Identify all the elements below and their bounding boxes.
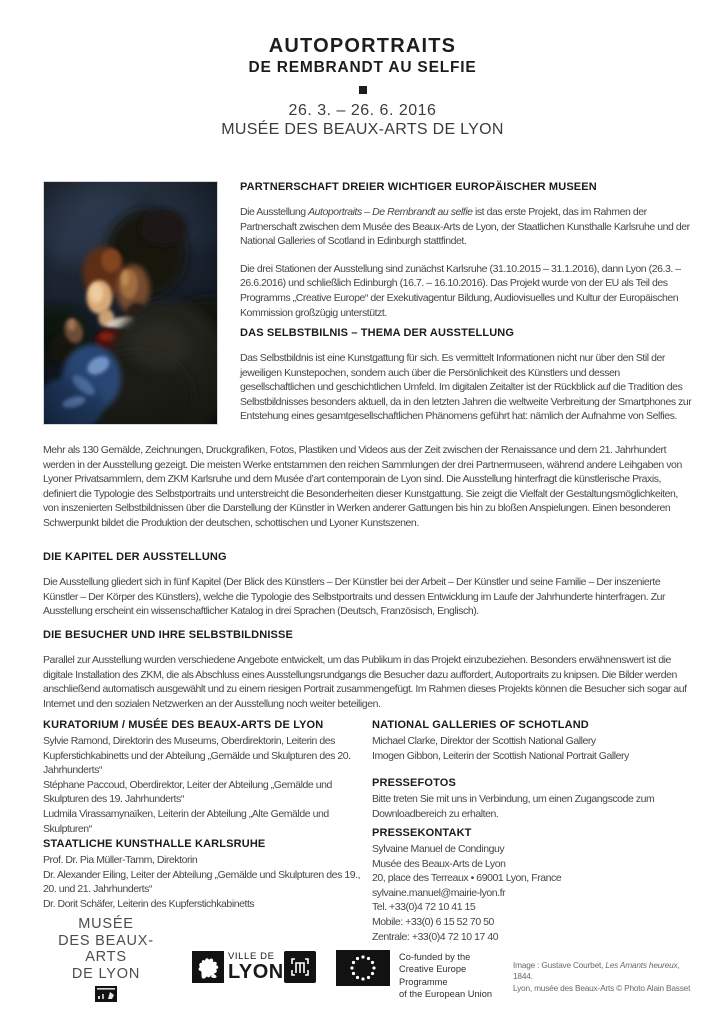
contact-institution: Musée des Beaux-Arts de Lyon: [372, 857, 506, 870]
pressefotos-heading: PRESSEFOTOS: [372, 777, 456, 789]
exhibition-title-inline: Autoportraits – De Rembrandt au selfie: [308, 206, 473, 218]
musees-m-icon: [284, 951, 316, 983]
ville-logo-line: LYON: [228, 961, 284, 983]
partnership-paragraph-1: [240, 205, 695, 249]
kuratorium-heading: KURATORIUM / MUSÉE DES BEAUX-ARTS DE LYON: [43, 719, 324, 731]
contact-address: 20, place des Terreaux • 69001 Lyon, France: [372, 872, 562, 885]
kunsthalle-heading: STAATLICHE KUNSTHALLE KARLSRUHE: [43, 838, 266, 850]
contact-email-link[interactable]: sylvaine.manuel@mairie-lyon.fr: [372, 886, 506, 899]
masthead: [0, 34, 725, 139]
section-kunsthalle: [43, 838, 365, 911]
curator-entry: Sylvie Ramond, Direktorin des Museums, Oberdirektorin, Leiterin des Kupferstichkabinetts und der Abteilung „Gemälde und Skulpturen des 20. Jahrhunderts“: [43, 735, 351, 777]
contact-switchboard: Zentrale: +33(0)4 72 10 17 40: [372, 930, 499, 943]
curator-entry: Prof. Dr. Pia Müller-Tamm, Direktorin: [43, 854, 198, 866]
eu-cofunded-text: [399, 951, 509, 1001]
caption-text: Image : Gustave Courbet,: [513, 960, 606, 970]
mba-logo-line: DES BEAUX-ARTS: [58, 932, 154, 965]
ville-de-lyon-logo: [228, 952, 284, 983]
kapitel-paragraph: Die Ausstellung gliedert sich in fünf Kapitel (Der Blick des Künstlers – Der Künstler bei der Arbeit – Der Künstler und seine Familie – Der inszenierte Künstler – Der Körper des Künstlers), welche die Typologie des Selbstportraits und dessen Entwicklung im Laufe der Jahrhunderte hinterfragen. Zur Ausstellung erscheint ein wissenschaftlicher Katalog in drei Sprachen (Deutsch, Französisch, Englisch).: [43, 576, 666, 618]
exhibition-venue: MUSÉE DES BEAUX-ARTS DE LYON: [221, 121, 504, 138]
contact-mobile: Mobile: +33(0) 6 15 52 70 50: [372, 915, 494, 928]
image-credit-caption: [513, 960, 698, 994]
selbstbildnis-heading: DAS SELBSTBILNIS – THEMA DER AUSSTELLUNG: [240, 327, 515, 339]
pressekontakt-heading: PRESSEKONTAKT: [372, 827, 472, 839]
exhibition-painting: [43, 181, 218, 425]
lion-icon: [192, 951, 224, 983]
partnership-paragraph-2: Die drei Stationen der Ausstellung sind zunächst Karlsruhe (31.10.2015 – 31.1.2016), dann Lyon (26.3. – 26.6.2016) und schließlich Edinburgh (16.7. – 16.10.2016). Das Projekt wurde von der EU als Teil des Programms „Creative Europe“ der Exekutivagentur Bildung, Audiovisuelles und Kultur der Europäischen Kommission großzügig unterstützt.: [240, 262, 681, 319]
contact-phone: Tel. +33(0)4 72 10 41 15: [372, 901, 476, 914]
section-overview: [43, 443, 695, 531]
section-kapitel: [43, 551, 695, 619]
contact-name: Sylvaine Manuel de Condinguy: [372, 843, 505, 855]
section-pressekontakt: [372, 827, 694, 944]
section-kuratorium: [43, 719, 365, 836]
section-besucher: [43, 629, 695, 711]
mba-emblem-icon: [95, 986, 117, 1002]
section-partnership: [240, 181, 695, 320]
besucher-heading: DIE BESUCHER UND IHRE SELBSTBILDNISSE: [43, 629, 294, 641]
paragraph-text: ist das erste Projekt, das im Rahmen der Partnerschaft zwischen dem Musée des Beaux-Arts de Lyon, der Staatlichen Kunsthalle Karlsruhe und der National Galleries of Scotland in Edinburgh stattfindet.: [240, 206, 690, 248]
artwork-title: Les Amants heureux: [605, 960, 678, 970]
page-title: AUTOPORTRAITS: [268, 35, 457, 57]
section-galleries: [372, 719, 694, 763]
mba-logo-line: MUSÉE: [78, 916, 134, 932]
curator-entry: Dr. Alexander Eiling, Leiter der Abteilung „Gemälde und Skulpturen des 19., 20. und 21. Jahrhunderts“: [43, 868, 361, 896]
caption-line: [513, 960, 698, 983]
selbstbildnis-paragraph: Das Selbstbildnis ist eine Kunstgattung für sich. Es vermittelt Informationen nicht nur über den Stil der jeweiligen Kunstepochen, sondern auch über die Persönlichkeit des Künstlers und dessen gesellschaftlichen und geschichtlichen Umfeld. Im digitalen Zeitalter ist der Rückblick auf die Tradition des Selbstbildnisses besonders aktuell, da in den letzten Jahren die weltweite Verbreitung der Smartphones zur Entstehung eines gesamtgesellschaftlichen Phänomens geführt hat: nämlich der Aufnahme von Selfies.: [240, 352, 692, 423]
partnership-heading: PARTNERSCHAFT DREIER WICHTIGER EUROPÄISCHER MUSEEN: [240, 181, 597, 193]
eu-text-line: Co-funded by the: [399, 952, 471, 962]
curator-entry: Imogen Gibbon, Leiterin der Scottish National Portrait Gallery: [372, 749, 629, 762]
section-selbstbildnis: [240, 327, 695, 424]
mba-logo-line: DE LYON: [71, 965, 141, 982]
curator-entry: Dr. Dorit Schäfer, Leiterin des Kupferstichkabinetts: [43, 897, 255, 910]
curator-entry: Ludmila Virassamynaïken, Leiterin der Abteilung „Alte Gemälde und Skulpturen“: [43, 807, 329, 835]
caption-text: , 1844.: [513, 960, 680, 982]
pressefotos-paragraph: Bitte treten Sie mit uns in Verbindung, um einen Zugangscode zum Downloadbereich zu erhalten.: [372, 793, 655, 820]
musee-beaux-arts-logo: [43, 916, 169, 1002]
kapitel-heading: DIE KAPITEL DER AUSSTELLUNG: [43, 551, 227, 563]
paragraph-text: Die Ausstellung: [240, 206, 309, 218]
besucher-paragraph: Parallel zur Ausstellung wurden verschiedene Angebote entwickelt, um das Publikum in das Projekt einzubeziehen. Besonders erwähnenswert ist die digitale Installation des ZKM, die als Abschluss eines Ausstellungsrundgangs die Besucher dazu auffordert, Autoportraits zu knipsen. Die Bilder werden anschließend automatisch ausgewählt und zu einem riesigen Portrait zusammengefügt. Im Rahmen dieses Projekts können die Besucher sich sogar auf Internet und den sozialen Netzwerken an der Ausstellung noch weiter beteiligen.: [43, 654, 687, 710]
curator-entry: Stéphane Paccoud, Oberdirektor, Leiter der Abteilung „Gemälde und Skulpturen des 19. Jahrhunderts“: [43, 778, 332, 806]
divider-square-icon: [359, 86, 367, 94]
galleries-heading: NATIONAL GALLERIES OF SCHOTLAND: [372, 719, 589, 731]
curator-entry: Michael Clarke, Direktor der Scottish National Gallery: [372, 735, 596, 747]
eu-text-line: Creative Europe Programme: [399, 964, 467, 987]
page-subtitle: DE REMBRANDT AU SELFIE: [248, 59, 477, 76]
exhibition-dates: 26. 3. – 26. 6. 2016: [288, 102, 437, 119]
painting-artwork: [44, 182, 217, 424]
eu-flag-icon: [336, 950, 390, 986]
ville-logo-line: VILLE DE: [228, 951, 275, 962]
caption-line: Lyon, musée des Beaux-Arts © Photo Alain Basset: [513, 982, 691, 993]
eu-text-line: of the European Union: [399, 989, 493, 1000]
overview-paragraph: Mehr als 130 Gemälde, Zeichnungen, Druckgrafiken, Fotos, Plastiken und Videos aus der Zeit zwischen der Renaissance und dem 21. Jahrhundert werden in der Ausstellung gezeigt. Die meisten Werke entstammen den reichen Sammlungen der drei Partnermuseen, während andere Leihgaben von Lyoner Privatsammlern, dem ZKM Karlsruhe und dem Musée d’art contemporain de Lyon sind. Die Ausstellung hinterfragt die künstlerische Praxis, definiert die Typologie des Selbstportraits und unterstreicht die Besonderheiten dieser Kunstgattung. Sie zeigt die Vielfalt der Gestaltungsmöglichkeiten, von inszenierten Selbstbildnissen über die Darstellung der Künstler in Werken anderer Gattungen bis hin zu bloßen Anspielungen. Einen besonderen Schwerpunkt bildet die Produktion der deutschen, schottischen und Lyoner Kunstszenen.: [43, 444, 682, 529]
section-pressefotos: [372, 777, 694, 821]
